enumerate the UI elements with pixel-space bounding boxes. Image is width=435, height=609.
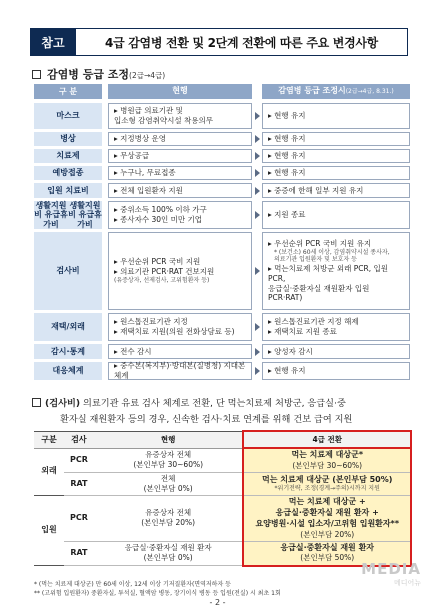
row-current [108,183,252,198]
row-current [108,166,252,180]
current-line: 응급실·중환자실 재원 환자 [124,543,212,553]
arrow-right-icon [252,132,262,146]
table-row [34,362,410,380]
row-group: 외래 [34,448,64,496]
new-line: ▸ 현행 유지 [268,111,306,121]
table-header-row [34,84,410,99]
new-line: 먹는 치료제 대상군* [291,450,364,459]
watermark-logo [343,560,421,588]
footnote: * (먹는 치료제 대상군) 만 60세 이상, 12세 이상 기저질환자(면역저하자 등 [34,581,231,588]
test-cost-table [34,430,412,567]
new-line: (본인부담 30~60%) [292,460,363,470]
row-current [108,149,252,163]
arrow-right-icon [252,232,262,310]
section-1-subtitle: (2급→4급) [129,71,166,80]
row-current [108,201,252,229]
new-line: 응급실·중환자실 재원 환자 [280,542,375,552]
new-line: ▸ 먹는치료제 처방군 외래 PCR, 입원 PCR, [268,264,388,283]
row-new [262,344,410,359]
header-title: 4급 감염병 전환 및 2단계 전환에 따른 주요 변경사항 [76,28,408,56]
row-new [262,313,410,341]
row-current [94,448,244,472]
header-new-main: 감염병 등급 조정시 [278,86,346,96]
category-line: 예방접종 [52,168,84,178]
header-test: 검사 [64,431,94,448]
row-new [262,201,410,229]
row-group: 입원 [34,496,64,566]
grade-change-table [34,84,410,383]
section-1-heading: 감염병 등급 조정 [47,68,130,81]
current-line: ▸ 지정병상 운영 [114,134,167,144]
current-line: ▸ 종사자수 30인 미만 기업 [114,215,203,224]
table-row [34,149,410,163]
current-line: ▸ 무상공급 [114,151,150,161]
new-line: ▸ 양성자 감시 [268,346,313,356]
section-2-paragraph [32,396,410,428]
current-line: 유증상자 전체 [145,508,192,518]
row-current [94,472,244,495]
category-line: 병상 [60,134,76,144]
current-line: (본인부담 0%) [143,484,193,494]
new-line: 의료기관 입원환자 및 보호자 등 [274,256,357,264]
current-line: (본인부담 20%) [141,518,196,528]
row-test-type: PCR [64,496,94,542]
new-line: 응급실·중환자실 재원환자 입원 PCR·RAT) [268,283,370,303]
row-current [108,362,252,380]
section-bullet-icon [32,398,41,407]
row-category [34,166,102,180]
watermark-line-2: 메디어뉴 [393,579,421,587]
arrow-right-icon [252,362,262,380]
section-2-text-2: 환자실 재원환자 등의 경우, 신속한 검사·치료 연계를 위해 건보 급여 지원 [60,414,353,426]
row-category [34,201,102,229]
current-line: (본인부담 30~60%) [133,460,204,470]
section-2-text-1: 의료기관 유료 검사 체계로 전환, 단 먹는치료제 처방군, 응급실·중 [80,398,346,409]
table-row [34,201,410,229]
row-current [108,344,252,359]
new-line: *위기전략, 조정(경계→주의)시까지 지원 [274,485,380,493]
footnote: ** (고위험 입원환자) 중환자실, 투석실, 혈액암 병동, 장기이식 병동 등 입원(전실) 시 최초 1회 [34,590,281,597]
new-line: ▸ 재택치료 지원 종료 [268,327,337,336]
row-test-type: RAT [64,472,94,495]
current-line: (유증상자, 선제검사, 고위험환자 등) [114,276,210,284]
row-category [34,103,102,129]
arrow-right-icon [252,149,262,163]
current-line: ▸ 재택치료 지원(의원 전화상담료 등) [114,327,235,336]
table-row [34,183,410,198]
new-line: ▸ 우선순위 PCR 국비 지원 유지 [268,238,372,248]
new-line: ▸ 현행 유지 [268,134,306,144]
current-line: ▸ 원스톱진료기관 지정 [114,317,188,327]
row-current [94,541,244,565]
new-line: ▸ 지원 종료 [268,210,306,220]
section-bullet-icon [32,70,41,79]
current-line: ▸ 의료기관 PCR·RAT 건보지원 [114,267,215,277]
header-new: 4급 전환 [243,431,411,448]
new-line: ▸ 중증에 한해 일부 지원 유지 [268,185,364,195]
current-line: ▸ 중수본(복지부)·방대본(질병청) 지대본 체계 [114,361,246,380]
page-header [30,28,408,56]
category-line: 대응체계 [52,366,84,376]
new-line: 요양병원·시설 입소자/고위험 입원환자** [255,518,399,528]
current-line: (본인부담 0%) [143,553,193,563]
row-new [243,496,411,542]
table-row [34,166,410,180]
table-row [34,344,410,359]
current-line: ▸ 병원급 의료기관 및 [114,106,183,116]
category-line: 감시·통계 [51,346,85,356]
new-line: 먹는 치료제 대상군 + [288,497,366,507]
table-row [34,132,410,146]
arrow-right-icon [252,183,262,198]
category-line: 마스크 [56,111,80,121]
new-line: * (보건소) 60세 이상, 감염취약시설 종사자, [274,248,390,256]
row-current [108,232,252,310]
header-current: 현행 [108,84,252,99]
new-line: ▸ 원스톱진료기관 지정 해제 [268,317,359,327]
header-new-sub: (2급→4급, 8.31.) [345,87,394,95]
row-new [262,166,410,180]
current-line: ▸ 전체 입원환자 지원 [114,185,183,195]
current-line: 유증상자 전체 [145,450,192,460]
new-line: (본인부담 50%) [300,553,355,563]
row-new [262,103,410,129]
header-new [262,84,410,99]
category-line: 생활지원비 유급휴가비 [34,200,68,229]
row-test-type: PCR [64,448,94,472]
section-2-label: (검사비) [45,398,81,409]
current-line: ▸ 누구나, 무료접종 [114,168,176,178]
row-new [243,472,411,495]
row-category [34,344,102,359]
new-line: 응급실·중환자실 재원 환자 + [275,507,379,517]
arrow-right-icon [252,103,262,129]
row-current [108,103,252,129]
section-1-title [32,66,165,82]
new-line: ▸ 현행 유지 [268,151,306,161]
header-group: 구분 [34,431,64,448]
arrow-right-icon [252,344,262,359]
row-category [34,183,102,198]
row-new [262,183,410,198]
arrow-right-icon [252,313,262,341]
table-row [34,472,411,495]
header-tag: 참고 [30,28,76,56]
row-new [243,448,411,472]
category-line: 재택/외래 [51,322,85,332]
new-line: 먹는 치료제 대상군 (본인부담 50%) [262,474,393,484]
arrow-right-icon [252,166,262,180]
row-current [94,496,244,542]
table-row [34,448,411,472]
header-current: 현행 [94,431,244,448]
row-new [262,149,410,163]
table-header-row [34,431,411,448]
table-row [34,496,411,542]
row-category [34,313,102,341]
new-line: ▸ 현행 유지 [268,168,306,178]
row-category [34,132,102,146]
category-line: 입원 치료비 [47,185,89,195]
new-line: (본인부담 20%) [300,529,355,539]
row-category [34,149,102,163]
table-row [34,232,410,310]
header-category: 구 분 [34,84,102,99]
current-line: ▸ 전수 감시 [114,346,152,356]
row-category [34,232,102,310]
table-row [34,313,410,341]
row-test-type: RAT [64,541,94,565]
current-line: 입소형 감염취약시설 착용의무 [114,116,213,125]
current-line: ▸ 우선순위 PCR 국비 지원 [114,257,201,267]
category-line: 생활지원비 유급휴가비 [68,200,102,229]
row-current [108,313,252,341]
category-line: 검사비 [56,266,80,276]
current-line: 전체 [160,473,176,483]
new-line: ▸ 현행 유지 [268,366,306,376]
current-line: ▸ 중위소득 100% 이하 가구 [114,205,207,215]
row-new [262,232,410,310]
row-new [262,132,410,146]
table-row [34,103,410,129]
watermark-line-1: MEDIA [361,560,421,578]
footnotes [34,580,281,598]
page-number: - 2 - [209,598,226,607]
row-new [262,362,410,380]
row-category [34,362,102,380]
row-current [108,132,252,146]
category-line: 치료제 [56,151,80,161]
arrow-right-icon [252,201,262,229]
